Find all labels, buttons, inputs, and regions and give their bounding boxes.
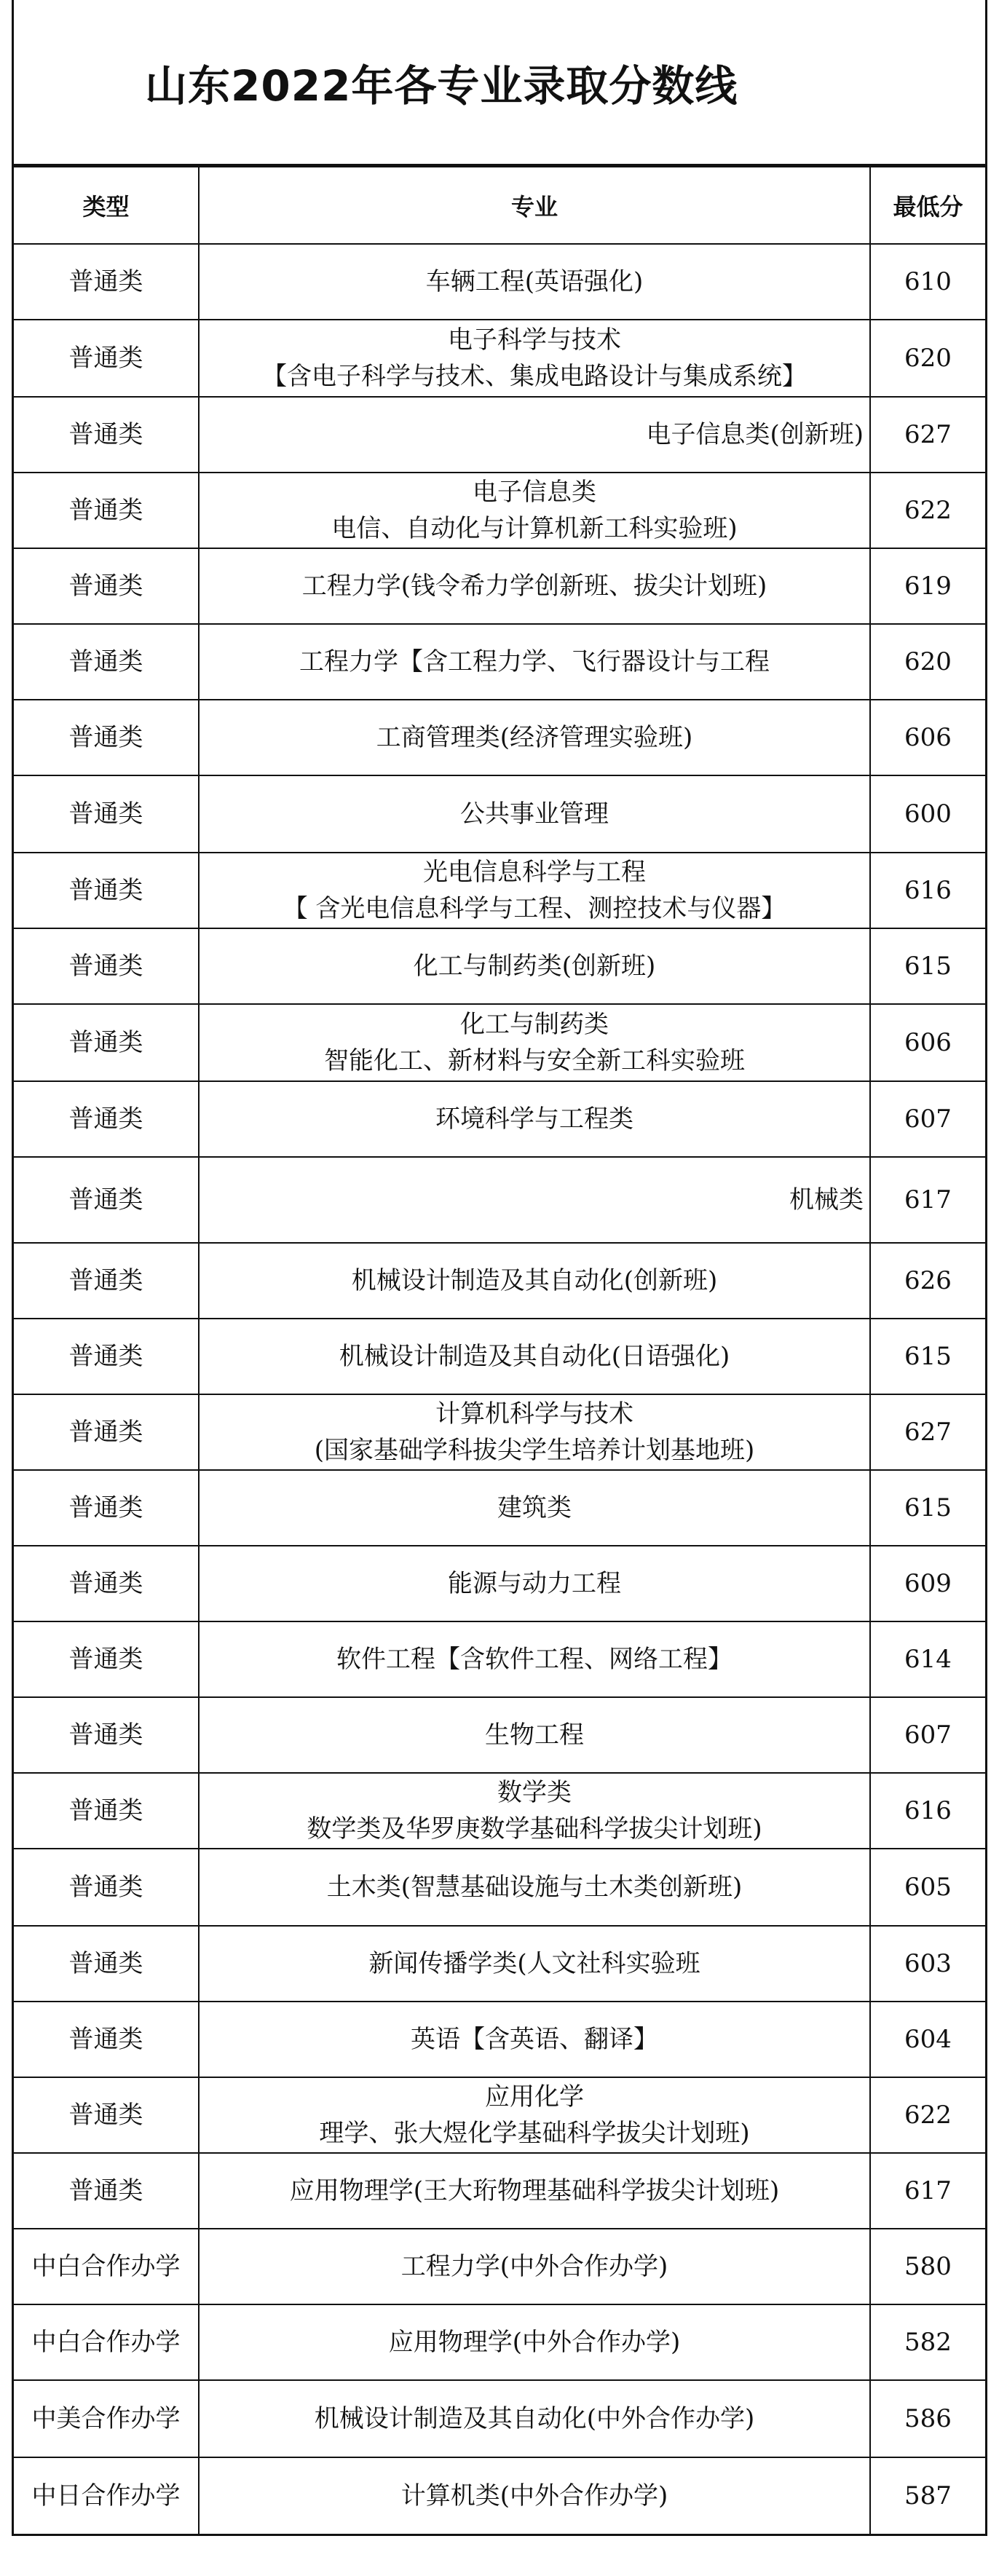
header-score: 最低分 — [870, 167, 985, 244]
major-line: 电子信息类 — [473, 478, 596, 507]
score-sheet — [12, 0, 987, 2536]
major-line: 能源与动力工程 — [448, 1569, 621, 1598]
major-line: 土木类(智慧基础设施与土木类创新班) — [326, 1873, 743, 1902]
cell-major — [199, 700, 870, 775]
cell-type: 普通类 — [14, 2077, 199, 2153]
title-row — [14, 0, 985, 166]
table-row — [14, 853, 985, 928]
cell-score: 615 — [870, 1470, 985, 1546]
major-line: 计算机科学与技术 — [435, 1399, 633, 1429]
table-row — [14, 1470, 985, 1546]
cell-type: 中美合作办学 — [14, 2380, 199, 2457]
cell-type: 普通类 — [14, 624, 199, 700]
major-line: 理学、张大煜化学基础科学拔尖计划班) — [319, 2119, 750, 2148]
cell-type: 普通类 — [14, 1621, 199, 1697]
cell-type: 普通类 — [14, 928, 199, 1004]
cell-score: 582 — [870, 2304, 985, 2380]
cell-type: 普通类 — [14, 244, 199, 320]
page-title: 山东2022年各专业录取分数线 — [145, 60, 738, 111]
cell-score: 616 — [870, 1773, 985, 1849]
cell-score: 617 — [870, 1157, 985, 1243]
cell-score: 622 — [870, 2077, 985, 2153]
table-row — [14, 2077, 985, 2153]
table-row — [14, 473, 985, 548]
cell-major — [199, 1004, 870, 1081]
table-row — [14, 320, 985, 397]
major-line: 数学类 — [497, 1778, 572, 1807]
cell-score: 627 — [870, 397, 985, 473]
cell-type: 普通类 — [14, 320, 199, 397]
table-row — [14, 1243, 985, 1319]
table-row — [14, 1621, 985, 1697]
major-line: 英语【含英语、翻译】 — [411, 2025, 658, 2054]
major-line: 数学类及华罗庚数学基础科学拔尖计划班) — [307, 1814, 762, 1844]
table-row — [14, 700, 985, 775]
cell-type: 普通类 — [14, 700, 199, 775]
cell-score: 620 — [870, 624, 985, 700]
major-line: 公共事业管理 — [460, 799, 609, 829]
table-row — [14, 1697, 985, 1773]
cell-type: 普通类 — [14, 1849, 199, 1926]
major-line: 软件工程【含软件工程、网络工程】 — [336, 1645, 733, 1674]
table-row — [14, 2457, 985, 2534]
major-line: 工程力学【含工程力学、飞行器设计与工程 — [299, 647, 770, 676]
cell-type: 普通类 — [14, 548, 199, 624]
cell-major — [199, 320, 870, 397]
table-row — [14, 2153, 985, 2229]
header-major: 专业 — [199, 167, 870, 244]
cell-type: 普通类 — [14, 2153, 199, 2229]
cell-type: 普通类 — [14, 1243, 199, 1319]
table-row — [14, 397, 985, 473]
cell-type: 普通类 — [14, 1004, 199, 1081]
cell-type: 普通类 — [14, 2002, 199, 2077]
table-row — [14, 1849, 985, 1926]
cell-score: 606 — [870, 1004, 985, 1081]
table-row — [14, 244, 985, 320]
cell-score: 609 — [870, 1546, 985, 1621]
cell-score: 604 — [870, 2002, 985, 2077]
cell-major — [199, 2457, 870, 2534]
cell-type: 普通类 — [14, 1394, 199, 1470]
cell-score: 626 — [870, 1243, 985, 1319]
table-row — [14, 624, 985, 700]
cell-major — [199, 2304, 870, 2380]
cell-score: 587 — [870, 2457, 985, 2534]
major-line: 化工与制药类(创新班) — [413, 952, 656, 981]
major-line: 化工与制药类 — [460, 1010, 609, 1039]
major-line: 电信、自动化与计算机新工科实验班) — [331, 514, 738, 543]
cell-type: 普通类 — [14, 1319, 199, 1394]
cell-major — [199, 548, 870, 624]
major-line: 智能化工、新材料与安全新工科实验班 — [324, 1046, 745, 1075]
cell-score: 606 — [870, 700, 985, 775]
cell-score: 617 — [870, 2153, 985, 2229]
cell-type: 普通类 — [14, 1081, 199, 1157]
cell-score: 603 — [870, 1926, 985, 2002]
table-row — [14, 1319, 985, 1394]
major-line: 机械设计制造及其自动化(日语强化) — [339, 1342, 730, 1371]
score-table — [14, 166, 985, 2536]
major-line: 机械设计制造及其自动化(创新班) — [351, 1266, 718, 1295]
cell-score: 622 — [870, 473, 985, 548]
cell-major — [199, 1926, 870, 2002]
table-row — [14, 548, 985, 624]
cell-major — [199, 1621, 870, 1697]
cell-score: 616 — [870, 853, 985, 928]
major-line: 车辆工程(英语强化) — [425, 267, 644, 296]
major-line: 应用物理学(中外合作办学) — [388, 2328, 681, 2357]
cell-major — [199, 1849, 870, 1926]
table-row — [14, 775, 985, 853]
major-line: 环境科学与工程类 — [435, 1105, 633, 1134]
table-row — [14, 2002, 985, 2077]
cell-major — [199, 1243, 870, 1319]
cell-score: 600 — [870, 775, 985, 853]
cell-score: 615 — [870, 928, 985, 1004]
cell-score: 615 — [870, 1319, 985, 1394]
major-line: 电子信息类(创新班) — [646, 420, 864, 449]
table-row — [14, 2304, 985, 2380]
cell-score: 607 — [870, 1081, 985, 1157]
cell-type: 普通类 — [14, 1926, 199, 2002]
cell-major — [199, 853, 870, 928]
cell-major — [199, 397, 870, 473]
cell-major — [199, 2229, 870, 2304]
cell-type: 普通类 — [14, 1470, 199, 1546]
cell-major — [199, 1697, 870, 1773]
cell-major — [199, 1081, 870, 1157]
table-row — [14, 2380, 985, 2457]
table-row — [14, 1926, 985, 2002]
table-row — [14, 1773, 985, 1849]
major-line: 工程力学(中外合作办学) — [400, 2252, 668, 2281]
major-line: 【含电子科学与技术、集成电路设计与集成系统】 — [262, 362, 807, 391]
major-line: 生物工程 — [485, 1720, 584, 1750]
cell-type: 中白合作办学 — [14, 2229, 199, 2304]
cell-major — [199, 1470, 870, 1546]
cell-type: 普通类 — [14, 397, 199, 473]
table-row — [14, 1004, 985, 1081]
cell-score: 605 — [870, 1849, 985, 1926]
major-line: 应用化学 — [485, 2082, 584, 2111]
cell-major — [199, 1319, 870, 1394]
cell-major — [199, 1546, 870, 1621]
table-row — [14, 928, 985, 1004]
cell-type: 普通类 — [14, 775, 199, 853]
major-line: 【 含光电信息科学与工程、测控技术与仪器】 — [283, 894, 786, 923]
cell-score: 619 — [870, 548, 985, 624]
cell-major — [199, 1773, 870, 1849]
cell-score: 620 — [870, 320, 985, 397]
cell-major — [199, 2077, 870, 2153]
cell-score: 607 — [870, 1697, 985, 1773]
major-line: 建筑类 — [497, 1493, 572, 1522]
cell-major — [199, 2153, 870, 2229]
major-line: (国家基础学科拔尖学生培养计划基地班) — [314, 1436, 755, 1465]
table-body — [14, 244, 985, 2534]
table-row — [14, 1394, 985, 1470]
header-type: 类型 — [14, 167, 199, 244]
major-line: 应用物理学(王大珩物理基础科学拔尖计划班) — [289, 2176, 780, 2205]
cell-major — [199, 1394, 870, 1470]
cell-type: 普通类 — [14, 1773, 199, 1849]
major-line: 工商管理类(经济管理实验班) — [376, 723, 693, 752]
table-row — [14, 1081, 985, 1157]
major-line: 机械设计制造及其自动化(中外合作办学) — [314, 2404, 755, 2433]
cell-type: 中日合作办学 — [14, 2457, 199, 2534]
header-row — [14, 167, 985, 244]
cell-major — [199, 1157, 870, 1243]
table-row — [14, 2229, 985, 2304]
cell-type: 中白合作办学 — [14, 2304, 199, 2380]
cell-type: 普通类 — [14, 473, 199, 548]
cell-major — [199, 473, 870, 548]
cell-major — [199, 2002, 870, 2077]
cell-score: 627 — [870, 1394, 985, 1470]
table-row — [14, 1546, 985, 1621]
major-line: 电子科学与技术 — [448, 325, 621, 355]
cell-major — [199, 928, 870, 1004]
cell-type: 普通类 — [14, 1697, 199, 1773]
cell-score: 586 — [870, 2380, 985, 2457]
cell-type: 普通类 — [14, 853, 199, 928]
major-line: 新闻传播学类(人文社科实验班 — [368, 1949, 700, 1978]
cell-major — [199, 775, 870, 853]
major-line: 工程力学(钱令希力学创新班、拔尖计划班) — [301, 572, 767, 601]
cell-major — [199, 2380, 870, 2457]
cell-major — [199, 244, 870, 320]
cell-major — [199, 624, 870, 700]
cell-score: 614 — [870, 1621, 985, 1697]
table-row — [14, 1157, 985, 1243]
cell-type: 普通类 — [14, 1157, 199, 1243]
cell-score: 580 — [870, 2229, 985, 2304]
major-line: 光电信息科学与工程 — [423, 858, 646, 887]
cell-score: 610 — [870, 244, 985, 320]
major-line: 机械类 — [789, 1185, 864, 1214]
major-line: 计算机类(中外合作办学) — [400, 2481, 668, 2510]
cell-type: 普通类 — [14, 1546, 199, 1621]
